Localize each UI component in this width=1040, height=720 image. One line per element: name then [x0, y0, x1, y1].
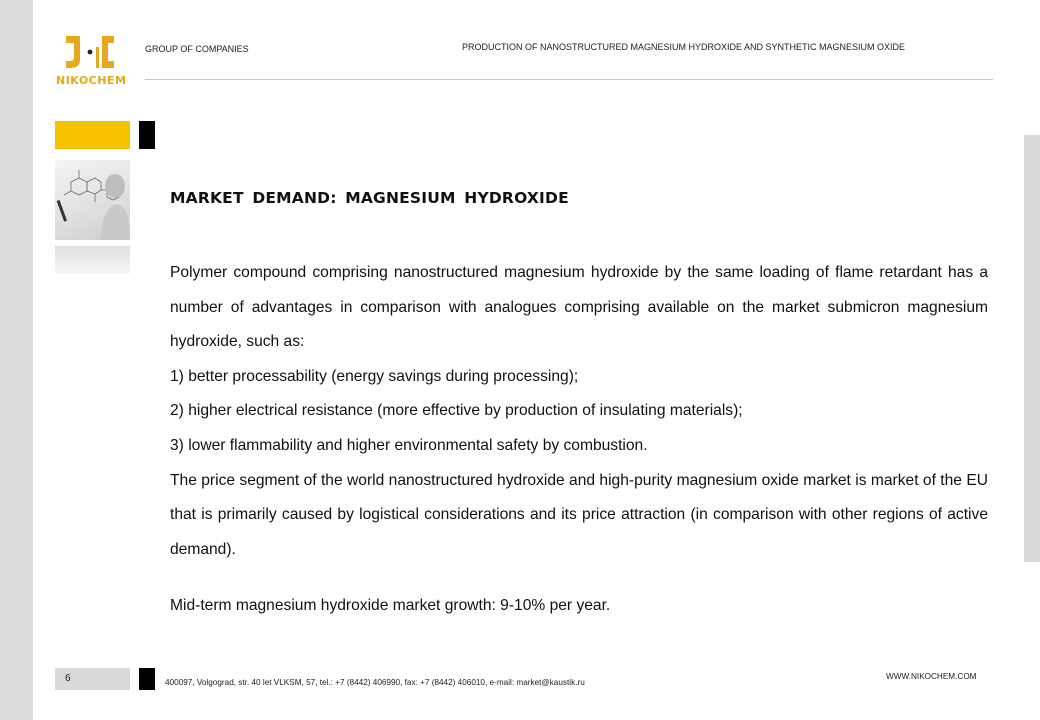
photo-reflection	[55, 246, 130, 274]
header-tagline: PRODUCTION OF NANOSTRUCTURED MAGNESIUM HYDROXIDE AND SYNTHETIC MAGNESIUM OXIDE	[462, 42, 906, 52]
footer-website-link[interactable]: WWW.NIKOCHEM.COM	[886, 672, 977, 681]
left-gray-strip	[0, 0, 33, 720]
scientist-photo	[55, 160, 130, 240]
slide-body	[170, 256, 988, 624]
group-label: GROUP OF COMPANIES	[145, 44, 249, 54]
footer-address: 400097, Volgograd, str. 40 let VLKSM, 57, tel.: +7 (8442) 406990, fax: +7 (8442) 406010, e-mail: market@kaustik.ru	[165, 678, 585, 687]
advantage-item-1: 1) better processability (energy savings during processing);	[170, 367, 579, 385]
footer-black-bar	[139, 668, 155, 690]
header-divider	[145, 79, 993, 80]
molecule-illustration-icon	[55, 160, 130, 240]
right-gray-strip	[1024, 135, 1040, 562]
accent-yellow-bar	[55, 121, 130, 149]
advantage-item-3: 3) lower flammability and higher environmental safety by combustion.	[170, 436, 648, 454]
intro-paragraph: Polymer compound comprising nanostructured magnesium hydroxide by the same loading of flame retardant has a number of advantages in comparison with analogues comprising available on the market submicron magnesium hydroxide, such as:	[170, 264, 988, 351]
slide-title: MARKET DEMAND: MAGNESIUM HYDROXIDE	[170, 189, 569, 207]
market-growth-line: Mid-term magnesium hydroxide market growth: 9-10% per year.	[170, 597, 611, 615]
advantage-item-2: 2) higher electrical resistance (more effective by production of insulating materials);	[170, 402, 743, 420]
brand-name: NIKOCHEM	[56, 74, 127, 87]
price-segment-paragraph: The price segment of the world nanostructured hydroxide and high-purity magnesium oxide market is market of the EU that is primarily caused by logistical considerations and its price attraction (in comparison with other regions of active demand).	[170, 471, 988, 558]
page-number: 6	[65, 673, 71, 684]
accent-black-bar	[139, 121, 155, 149]
